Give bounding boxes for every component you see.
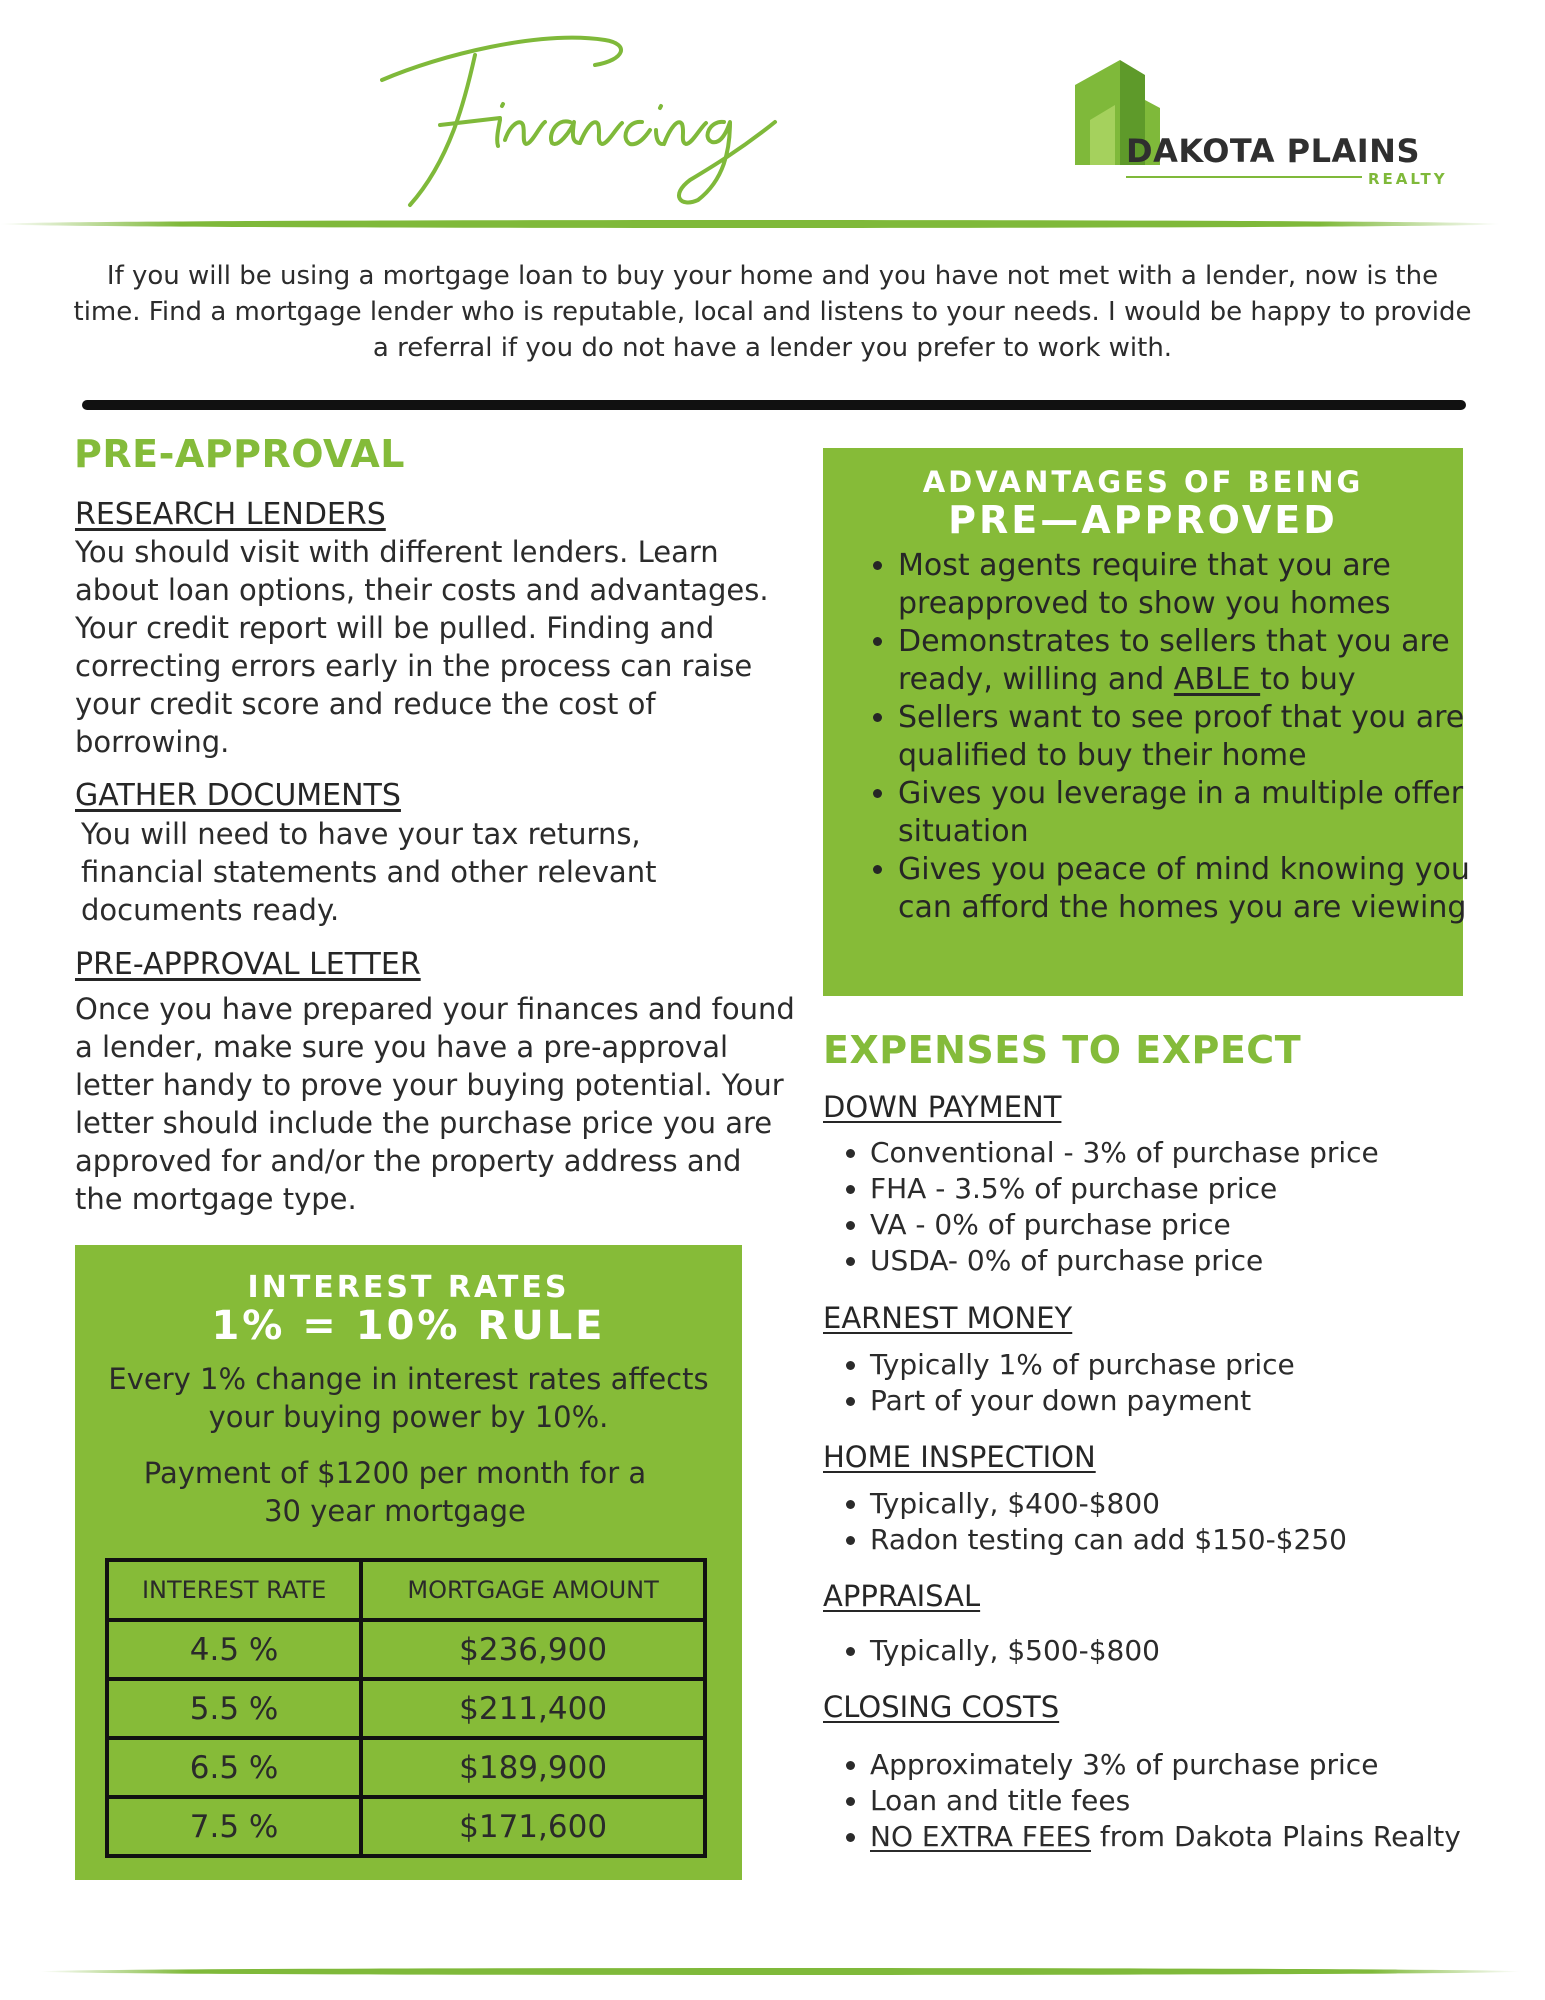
list-item: • Part of your down payment: [870, 1383, 1295, 1419]
preapproval-title: PRE-APPROVAL: [74, 432, 405, 476]
col-mortgage-amount: MORTGAGE AMOUNT: [361, 1560, 705, 1620]
amount-cell: $211,400: [361, 1679, 705, 1738]
earnest-money-list: [822, 1347, 1295, 1419]
top-green-rule: [0, 220, 1500, 228]
down-payment-heading: DOWN PAYMENT: [823, 1090, 1062, 1124]
list-item: • Gives you peace of mind knowing you can afford the homes you are viewing: [898, 851, 1498, 927]
research-lenders-heading: RESEARCH LENDERS: [75, 497, 386, 532]
rates-table: [105, 1558, 707, 1858]
table-row: [107, 1679, 705, 1738]
table-row: [107, 1620, 705, 1679]
home-inspection-list: [822, 1486, 1347, 1558]
research-lenders-text: You should visit with different lenders. Learn about loan options, their costs and advantages. Your credit report will be pulled. Finding and correcting errors early in the process can raise your credit score and reduce the cost of borrowing.: [75, 535, 769, 759]
list-item: • Loan and title fees: [870, 1783, 1461, 1819]
amount-cell: $171,600: [361, 1797, 705, 1856]
table-row: [107, 1797, 705, 1856]
interest-rule-text: Every 1% change in interest rates affects your buying power by 10%.: [108, 1362, 709, 1434]
rate-cell: 4.5 %: [107, 1620, 361, 1679]
list-item: [870, 1819, 1461, 1855]
rate-cell: 7.5 %: [107, 1797, 361, 1856]
table-header-row: [107, 1560, 705, 1620]
interest-rule-title: 1% = 10% RULE: [211, 1303, 606, 1349]
bottom-green-rule: [40, 1968, 1520, 1975]
list-item: [898, 623, 1498, 699]
list-item: • Conventional - 3% of purchase price: [870, 1135, 1379, 1171]
interest-rates-kicker: INTEREST RATES: [247, 1270, 570, 1305]
payment-text: Payment of $1200 per month for a 30 year mortgage: [143, 1456, 647, 1528]
list-item-text: to buy: [1260, 662, 1356, 697]
list-item: • Typically, $400-$800: [870, 1486, 1347, 1522]
list-item: • Typically 1% of purchase price: [870, 1347, 1295, 1383]
preapproval-letter-heading: PRE-APPROVAL LETTER: [75, 947, 421, 982]
appraisal-heading: APPRAISAL: [823, 1579, 981, 1613]
advantages-list: [858, 547, 1498, 927]
advantages-title: PRE—APPROVED: [948, 498, 1338, 542]
list-item: • Most agents require that you are preapproved to show you homes: [898, 547, 1498, 623]
appraisal-list: [822, 1633, 1160, 1669]
list-item: • VA - 0% of purchase price: [870, 1207, 1379, 1243]
list-item-text: Demonstrates to sellers that you are ready, willing and: [898, 624, 1450, 697]
rate-cell: 5.5 %: [107, 1679, 361, 1738]
table-row: [107, 1738, 705, 1797]
section-divider: [82, 400, 1466, 410]
earnest-money-heading: EARNEST MONEY: [823, 1301, 1073, 1335]
list-item: • Approximately 3% of purchase price: [870, 1747, 1461, 1783]
logo-sub: REALTY: [1368, 170, 1448, 188]
home-inspection-heading: HOME INSPECTION: [823, 1440, 1096, 1474]
no-extra-fees-emphasis: NO EXTRA FEES: [870, 1820, 1092, 1853]
preapproval-letter-text: Once you have prepared your finances and found a lender, make sure you have a pre-approval letter handy to prove your buying potential. Your letter should include the purchase price you are approved for and/or the property address and the mortgage type.: [75, 992, 795, 1216]
logo-name: DAKOTA PLAINS: [1126, 132, 1420, 170]
list-item: • Typically, $500-$800: [870, 1633, 1160, 1669]
list-item: • Gives you leverage in a multiple offer situation: [898, 775, 1498, 851]
financing-script-title: [380, 10, 780, 210]
amount-cell: $236,900: [361, 1620, 705, 1679]
able-emphasis: ABLE: [1173, 662, 1261, 697]
logo-divider: [1126, 176, 1362, 178]
rate-cell: 6.5 %: [107, 1738, 361, 1797]
closing-costs-list: [822, 1747, 1461, 1855]
list-item: • FHA - 3.5% of purchase price: [870, 1171, 1379, 1207]
list-item: • Radon testing can add $150-$250: [870, 1522, 1347, 1558]
down-payment-list: [822, 1135, 1379, 1279]
closing-costs-heading: CLOSING COSTS: [823, 1690, 1060, 1724]
gather-documents-text: You will need to have your tax returns, financial statements and other relevant documents ready.: [81, 817, 657, 927]
amount-cell: $189,900: [361, 1738, 705, 1797]
list-item: • USDA- 0% of purchase price: [870, 1243, 1379, 1279]
list-item: • Sellers want to see proof that you are qualified to buy their home: [898, 699, 1498, 775]
intro-paragraph: If you will be using a mortgage loan to buy your home and you have not met with a lender, now is the time. Find a mortgage lender who is reputable, local and listens to your needs. I would be happy to provide a referral if you do not have a lender you prefer to work with.: [73, 261, 1472, 363]
list-item-text: from Dakota Plains Realty: [1091, 1820, 1461, 1853]
gather-documents-heading: GATHER DOCUMENTS: [75, 778, 401, 813]
advantages-kicker: ADVANTAGES OF BEING: [922, 465, 1364, 499]
expenses-title: EXPENSES TO EXPECT: [823, 1028, 1302, 1072]
col-interest-rate: INTEREST RATE: [107, 1560, 361, 1620]
